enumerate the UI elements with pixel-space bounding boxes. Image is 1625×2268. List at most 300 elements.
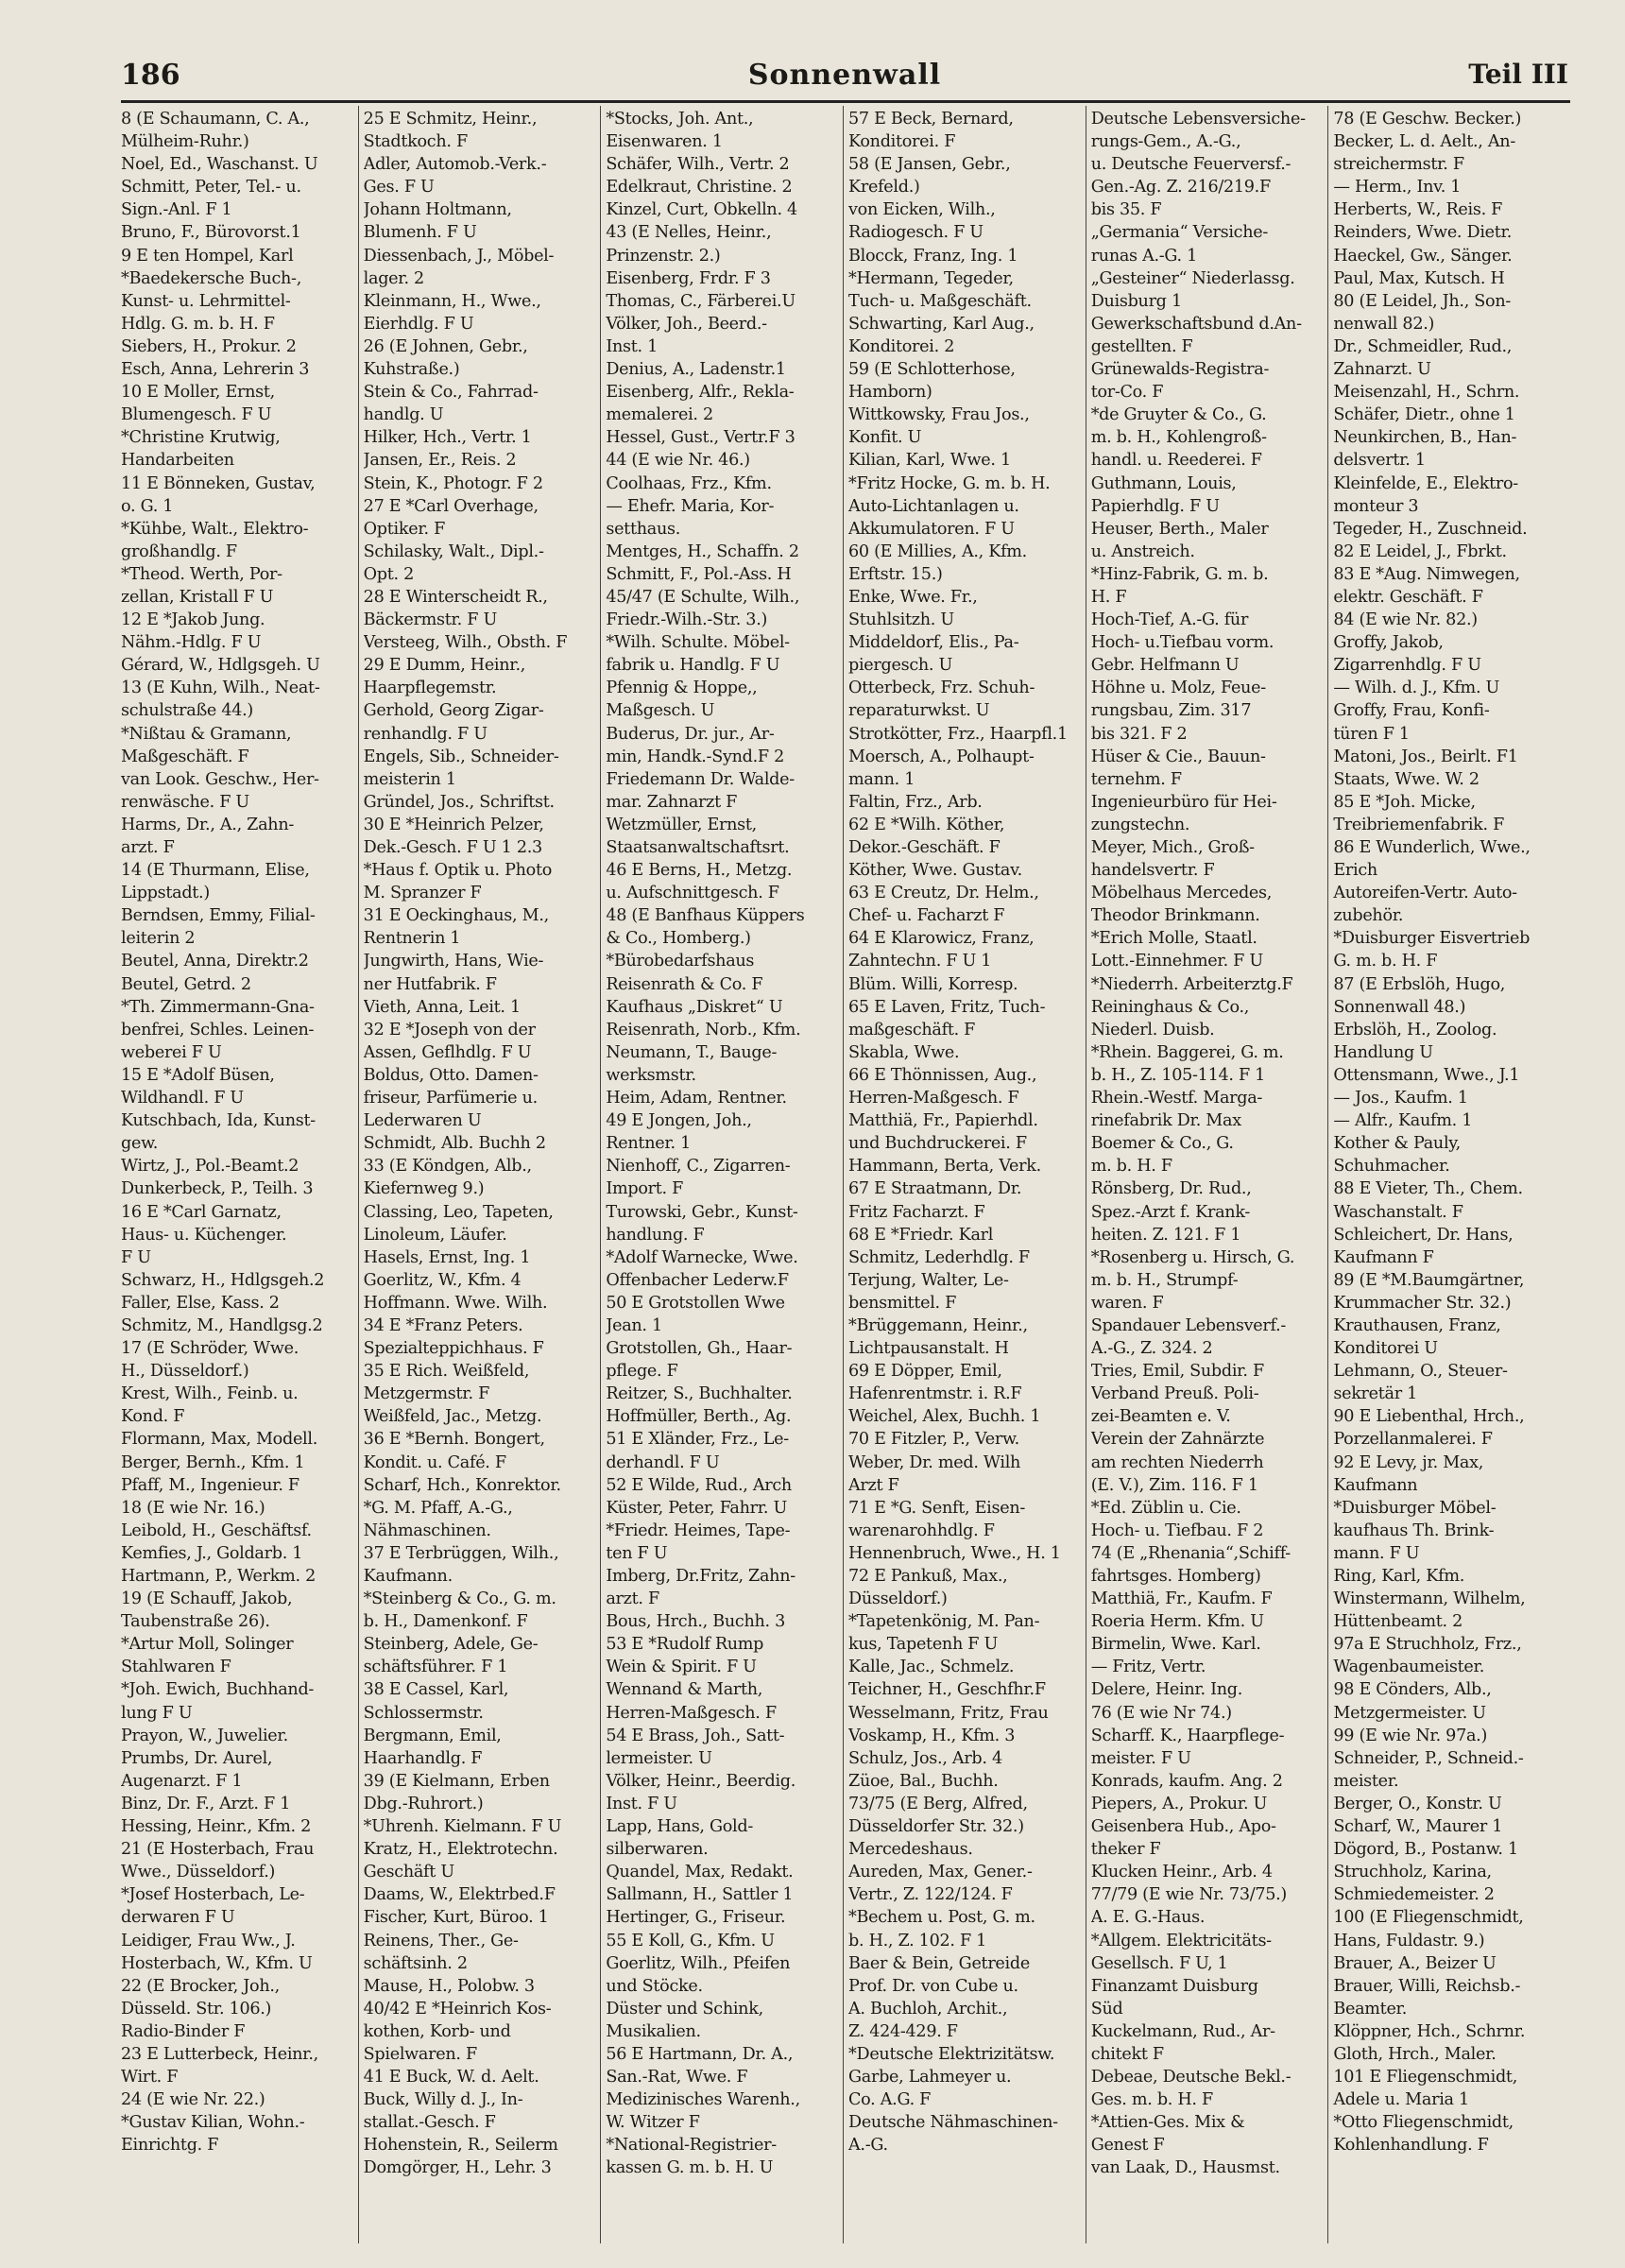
directory-line: monteur 3 xyxy=(1333,496,1419,516)
directory-line: u. Deutsche Feuerversf.- xyxy=(1090,155,1291,175)
directory-line: Lehmann, O., Steuer- xyxy=(1333,1362,1508,1382)
directory-line: — Fritz, Vertr. xyxy=(1090,1658,1206,1677)
directory-line: u. Aufschnittgesch. F xyxy=(606,884,779,903)
directory-line: Klöppner, Hch., Schrnr. xyxy=(1333,2021,1526,2041)
directory-line: Haarhandlg. F xyxy=(363,1748,483,1768)
directory-line: delsvertr. 1 xyxy=(1333,451,1426,471)
directory-line: Ottensmann, Wwe., J.1 xyxy=(1333,1065,1520,1085)
directory-line: Grünewalds-Registra- xyxy=(1090,360,1270,380)
part-label: Teil III xyxy=(1468,59,1568,90)
directory-line: 97a E Struchholz, Frz., xyxy=(1333,1635,1522,1655)
directory-columns xyxy=(121,106,1570,2243)
directory-line: Ges. m. b. H. F xyxy=(1090,2090,1213,2110)
directory-line: Züoe, Bal., Buchh. xyxy=(848,1771,999,1791)
directory-line: Konditorei. F xyxy=(848,132,956,152)
directory-line: Terjung, Walter, Le- xyxy=(848,1270,1009,1290)
directory-line: 24 (E wie Nr. 22.) xyxy=(121,2090,265,2110)
directory-line: Harms, Dr., A., Zahn- xyxy=(121,815,295,834)
directory-line: H. F xyxy=(1090,587,1127,607)
directory-line: Berndsen, Emmy, Filial- xyxy=(121,906,316,926)
directory-line: Kother & Pauly, xyxy=(1333,1134,1461,1154)
page-header xyxy=(121,59,1568,104)
directory-line: Roeria Herm. Kfm. U xyxy=(1090,1612,1264,1632)
directory-line: *Joh. Ewich, Buchhand- xyxy=(121,1680,315,1700)
directory-line: Dögord, B., Postanw. 1 xyxy=(1333,1840,1518,1860)
directory-line: Krefeld.) xyxy=(848,178,920,198)
directory-line: Garbe, Lahmeyer u. xyxy=(848,2068,1012,2088)
directory-line: Gebr. Helfmann U xyxy=(1090,656,1240,676)
directory-line: G. m. b. H. F xyxy=(1333,952,1438,971)
directory-line: Coolhaas, Frz., Kfm. xyxy=(606,473,772,493)
directory-line: 48 (E Banfhaus Küppers xyxy=(606,906,805,926)
directory-line: Erftstr. 15.) xyxy=(848,564,943,584)
directory-line: Enke, Wwe. Fr., xyxy=(848,587,978,607)
directory-line: Delere, Heinr. Ing. xyxy=(1090,1680,1243,1700)
directory-line: Nähmaschinen. xyxy=(363,1521,491,1540)
directory-line: Neumann, T., Bauge- xyxy=(606,1042,778,1062)
directory-line: Taubenstraße 26). xyxy=(121,1612,270,1632)
directory-line: Wirtz, J., Pol.-Beamt.2 xyxy=(121,1157,299,1177)
directory-line: — Wilh. d. J., Kfm. U xyxy=(1333,679,1500,698)
directory-line: Herren-Maßgesch. F xyxy=(606,1703,777,1723)
directory-line: Gerhold, Georg Zigar- xyxy=(363,701,544,721)
directory-line: Rhein.-Westf. Marga- xyxy=(1090,1089,1263,1108)
directory-line: 17 (E Schröder, Wwe. xyxy=(121,1339,299,1359)
directory-line: 25 E Schmitz, Heinr., xyxy=(363,110,538,129)
directory-line: ten F U xyxy=(606,1543,668,1563)
directory-line: Akkumulatoren. F U xyxy=(848,519,1015,539)
directory-line: Diessenbach, J., Möbel- xyxy=(363,246,555,266)
directory-line: Wein & Spirit. F U xyxy=(606,1658,757,1677)
directory-line: 74 (E „Rhenania“,Schiff- xyxy=(1090,1543,1291,1563)
directory-line: Reinders, Wwe. Dietr. xyxy=(1333,223,1512,243)
directory-line: *Uhrenh. Kielmann. F U xyxy=(363,1817,562,1837)
directory-line: Skabla, Wwe. xyxy=(848,1042,960,1062)
directory-line: zellan, Kristall F U xyxy=(121,587,274,607)
directory-line: *Fritz Hocke, G. m. b. H. xyxy=(848,473,1051,493)
directory-line: *Steinberg & Co., G. m. xyxy=(363,1589,556,1609)
directory-line: *Bürobedarfshaus xyxy=(606,952,755,971)
directory-line: ternehm. F xyxy=(1090,769,1182,789)
directory-line: Schäfer, Wilh., Vertr. 2 xyxy=(606,155,790,175)
directory-line: piergesch. U xyxy=(848,656,953,676)
directory-line: Ingenieurbüro für Hei- xyxy=(1090,792,1277,812)
directory-line: 9 E ten Hompel, Karl xyxy=(121,246,294,266)
directory-line: Mentges, H., Schaffn. 2 xyxy=(606,541,799,561)
directory-line: Scharf, Hch., Konrektor. xyxy=(363,1475,561,1495)
directory-line: Debeae, Deutsche Bekl.- xyxy=(1090,2068,1291,2088)
directory-line: Blüm. Willi, Korresp. xyxy=(848,974,1018,994)
directory-line: Blumenh. F U xyxy=(363,223,477,243)
directory-line: 8 (E Schaumann, C. A., xyxy=(121,110,310,129)
directory-line: Piepers, A., Prokur. U xyxy=(1090,1794,1268,1813)
directory-line: Spezialteppichhaus. F xyxy=(363,1339,544,1359)
directory-line: 39 (E Kielmann, Erben xyxy=(363,1771,550,1791)
directory-line: 98 E Cönders, Alb., xyxy=(1333,1680,1492,1700)
directory-line: zubehör. xyxy=(1333,906,1404,926)
directory-line: Assen, Geflhdlg. F U xyxy=(363,1042,532,1062)
directory-line: 73/75 (E Berg, Alfred, xyxy=(848,1794,1028,1813)
directory-line: Moersch, A., Polhaupt- xyxy=(848,747,1035,766)
directory-line: o. G. 1 xyxy=(121,496,174,516)
directory-line: tor-Co. F xyxy=(1090,383,1164,403)
directory-line: heiten. Z. 121. F 1 xyxy=(1090,1225,1241,1245)
directory-line: Niederl. Duisb. xyxy=(1090,1020,1215,1040)
directory-line: Gloth, Hrch., Maler. xyxy=(1333,2044,1497,2064)
directory-line: schäftsführer. F 1 xyxy=(363,1658,508,1677)
directory-line: 32 E *Joseph von der xyxy=(363,1020,536,1040)
directory-line: 19 (E Schauff, Jakob, xyxy=(121,1589,293,1609)
directory-line: handlg. U xyxy=(363,405,444,425)
directory-line: A.-G., Z. 324. 2 xyxy=(1090,1339,1213,1359)
directory-line: 51 E Xländer, Frz., Le- xyxy=(606,1430,789,1450)
directory-line: Blocck, Franz, Ing. 1 xyxy=(848,246,1018,266)
directory-line: *Otto Fliegenschmidt, xyxy=(1333,2113,1514,2133)
directory-line: Guthmann, Louis, xyxy=(1090,473,1237,493)
directory-line: Schilasky, Walt., Dipl.- xyxy=(363,541,544,561)
directory-line: Dekor.-Geschäft. F xyxy=(848,838,1001,857)
directory-line: *Adolf Warnecke, Wwe. xyxy=(606,1247,798,1267)
directory-line: Dunkerbeck, P., Teilh. 3 xyxy=(121,1179,314,1199)
directory-column-6 xyxy=(1327,106,1570,2243)
directory-line: Stein & Co., Fahrrad- xyxy=(363,383,539,403)
directory-line: 58 (E Jansen, Gebr., xyxy=(848,155,1011,175)
directory-line: Pfennig & Hoppe,, xyxy=(606,679,758,698)
directory-line: mar. Zahnarzt F xyxy=(606,792,738,812)
directory-line: Lederwaren U xyxy=(363,1111,482,1131)
directory-line: setthaus. xyxy=(606,519,680,539)
directory-line: 59 (E Schlotterhose, xyxy=(848,360,1016,380)
directory-line: Eierhdlg. F U xyxy=(363,314,474,334)
directory-line: 15 E *Adolf Büsen, xyxy=(121,1065,275,1085)
header-rule xyxy=(121,100,1570,103)
directory-line: *Nißtau & Gramann, xyxy=(121,724,292,744)
directory-line: Krauthausen, Franz, xyxy=(1333,1315,1501,1335)
directory-line: 31 E Oeckinghaus, M., xyxy=(363,906,549,926)
directory-line: Metzgermeister. U xyxy=(1333,1703,1486,1723)
directory-line: Hilker, Hch., Vertr. 1 xyxy=(363,428,532,448)
directory-line: Sign.-Anl. F 1 xyxy=(121,200,232,220)
directory-line: *Baedekersche Buch-, xyxy=(121,268,301,288)
directory-line: Haus- u. Küchenger. xyxy=(121,1225,287,1245)
directory-line: 66 E Thönnissen, Aug., xyxy=(848,1065,1037,1085)
directory-line: Schmitz, M., Handlgsg.2 xyxy=(121,1315,323,1335)
directory-line: waren. F xyxy=(1090,1293,1164,1313)
directory-line: Prumbs, Dr. Aurel, xyxy=(121,1748,273,1768)
directory-line: *Friedr. Heimes, Tape- xyxy=(606,1521,791,1540)
directory-line: 67 E Straatmann, Dr. xyxy=(848,1179,1022,1199)
directory-line: leiterin 2 xyxy=(121,929,196,949)
directory-line: 65 E Laven, Fritz, Tuch- xyxy=(848,997,1046,1017)
directory-line: Wildhandl. F U xyxy=(121,1089,244,1108)
directory-line: Schwarz, H., Hdlgsgeh.2 xyxy=(121,1270,325,1290)
directory-line: arzt. F xyxy=(121,838,175,857)
directory-line: Finanzamt Duisburg xyxy=(1090,1976,1258,1996)
directory-line: kaufhaus Th. Brink- xyxy=(1333,1521,1495,1540)
directory-line: Brauer, A., Beizer U xyxy=(1333,1953,1497,1973)
directory-line: Hoffmann. Wwe. Wilh. xyxy=(363,1293,548,1313)
directory-line: chitekt F xyxy=(1090,2044,1164,2064)
directory-line: lager. 2 xyxy=(363,268,424,288)
directory-line: Sonnenwall 48.) xyxy=(1333,997,1466,1017)
directory-line: Berger, O., Konstr. U xyxy=(1333,1794,1502,1813)
directory-line: Auto-Lichtanlagen u. xyxy=(848,496,1019,516)
directory-line: schulstraße 44.) xyxy=(121,701,253,721)
directory-line: Deutsche Lebensversiche- xyxy=(1090,110,1306,129)
directory-line: Hdlg. G. m. b. H. F xyxy=(121,314,275,334)
directory-line: Nähm.-Hdlg. F U xyxy=(121,633,262,653)
directory-line: Kemfies, J., Goldarb. 1 xyxy=(121,1543,303,1563)
directory-line: Einrichtg. F xyxy=(121,2136,219,2156)
directory-line: Handarbeiten xyxy=(121,451,234,471)
directory-line: Binz, Dr. F., Arzt. F 1 xyxy=(121,1794,291,1813)
directory-line: Vieth, Anna, Leit. 1 xyxy=(363,997,521,1017)
directory-line: *Deutsche Elektrizitätsw. xyxy=(848,2044,1055,2064)
directory-line: Neunkirchen, B., Han- xyxy=(1333,428,1517,448)
directory-line: Co. A.G. F xyxy=(848,2090,932,2110)
directory-line: Scharff. K., Haarpflege- xyxy=(1090,1726,1285,1745)
directory-line: Hüser & Cie., Bauun- xyxy=(1090,747,1266,766)
directory-line: Konditorei. 2 xyxy=(848,336,955,356)
directory-line: 46 E Berns, H., Metzg. xyxy=(606,861,793,881)
directory-column-5 xyxy=(1086,106,1328,2243)
directory-line: Import. F xyxy=(606,1179,684,1199)
directory-line: Stuhlsitzh. U xyxy=(848,610,954,630)
directory-line: ner Hutfabrik. F xyxy=(363,974,497,994)
directory-line: Gen.-Ag. Z. 216/219.F xyxy=(1090,178,1271,198)
directory-line: Schuhmacher. xyxy=(1333,1157,1450,1177)
directory-line: *de Gruyter & Co., G. xyxy=(1090,405,1267,425)
directory-line: Gérard, W., Hdlgsgeh. U xyxy=(121,656,320,676)
directory-line: *Rosenberg u. Hirsch, G. xyxy=(1090,1247,1295,1267)
directory-line: *G. M. Pfaff, A.-G., xyxy=(363,1498,513,1518)
directory-line: Lott.-Einnehmer. F U xyxy=(1090,952,1263,971)
directory-line: Denius, A., Ladenstr.1 xyxy=(606,360,786,380)
directory-column-1 xyxy=(121,106,358,2243)
directory-line: gestellten. F xyxy=(1090,336,1193,356)
directory-line: 50 E Grotstollen Wwe xyxy=(606,1293,785,1313)
directory-line: Bergmann, Emil, xyxy=(363,1726,502,1745)
directory-line: Imberg, Dr.Fritz, Zahn- xyxy=(606,1567,795,1586)
directory-line: *Stocks, Joh. Ant., xyxy=(606,110,754,129)
directory-line: 28 E Winterscheidt R., xyxy=(363,587,548,607)
directory-line: arzt. F xyxy=(606,1589,659,1609)
directory-line: Faltin, Frz., Arb. xyxy=(848,792,983,812)
directory-line: *Ed. Züblin u. Cie. xyxy=(1090,1498,1241,1518)
directory-line: Augenarzt. F 1 xyxy=(121,1771,243,1791)
directory-line: Theodor Brinkmann. xyxy=(1090,906,1260,926)
directory-line: Steinberg, Adele, Ge- xyxy=(363,1635,539,1655)
directory-line: 26 (E Johnen, Gebr., xyxy=(363,336,528,356)
directory-line: *Niederrh. Arbeiterztg.F xyxy=(1090,974,1293,994)
directory-line: Autoreifen-Vertr. Auto- xyxy=(1333,884,1517,903)
directory-line: Köther, Wwe. Gustav. xyxy=(848,861,1022,881)
directory-line: Baer & Bein, Getreide xyxy=(848,1953,1030,1973)
directory-line: *Haus f. Optik u. Photo xyxy=(363,861,553,881)
directory-line: Adele u. Maria 1 xyxy=(1333,2090,1469,2110)
directory-line: lung F U xyxy=(121,1703,193,1723)
directory-line: Hertinger, G., Friseur. xyxy=(606,1908,786,1928)
directory-line: *Attien-Ges. Mix & xyxy=(1090,2113,1245,2133)
directory-line: 40/42 E *Heinrich Kos- xyxy=(363,1999,552,2019)
directory-line: Weber, Dr. med. Wilh xyxy=(848,1452,1021,1472)
directory-line: Fritz Facharzt. F xyxy=(848,1202,985,1222)
directory-line: Johann Holtmann, xyxy=(363,200,512,220)
directory-line: elektr. Geschäft. F xyxy=(1333,587,1483,607)
directory-line: Lichtpausanstalt. H xyxy=(848,1339,1009,1359)
directory-line: Leibold, H., Geschäftsf. xyxy=(121,1521,312,1540)
directory-line: bis 35. F xyxy=(1090,200,1162,220)
directory-line: Konrads, kaufm. Ang. 2 xyxy=(1090,1771,1283,1791)
directory-line: Hafenrentmstr. i. R.F xyxy=(848,1384,1022,1404)
directory-line: 16 E *Carl Garnatz, xyxy=(121,1202,282,1222)
directory-line: Tuch- u. Maßgeschäft. xyxy=(848,291,1032,311)
directory-line: schäftsinh. 2 xyxy=(363,1953,468,1973)
directory-line: Verein der Zahnärzte xyxy=(1090,1430,1265,1450)
directory-line: Verband Preuß. Poli- xyxy=(1090,1384,1259,1404)
directory-line: 12 E *Jakob Jung. xyxy=(121,610,265,630)
directory-line: Reininghaus & Co., xyxy=(1090,997,1250,1017)
directory-line: Domgörger, H., Lehr. 3 xyxy=(363,2158,552,2178)
directory-line: Radiogesch. F U xyxy=(848,223,984,243)
directory-line: Leidiger, Frau Ww., J. xyxy=(121,1931,296,1950)
directory-line: Kalle, Jac., Schmelz. xyxy=(848,1658,1015,1677)
directory-line: *Kühbe, Walt., Elektro- xyxy=(121,519,309,539)
directory-line: Wirt. F xyxy=(121,2068,179,2088)
directory-line: zungstechn. xyxy=(1090,815,1190,834)
directory-line: Zahntechn. F U 1 xyxy=(848,952,992,971)
directory-line: 14 (E Thurmann, Elise, xyxy=(121,861,310,881)
directory-line: Hohenstein, R., Seilerm xyxy=(363,2136,558,2156)
directory-line: Mercedeshaus. xyxy=(848,1840,973,1860)
directory-line: *Erich Molle, Staatl. xyxy=(1090,929,1257,949)
directory-line: m. b. H. F xyxy=(1090,1157,1172,1177)
directory-line: Krest, Wilh., Feinb. u. xyxy=(121,1384,299,1404)
directory-line: Kaufmann F xyxy=(1333,1247,1434,1267)
directory-line: Duisburg 1 xyxy=(1090,291,1182,311)
directory-line: *Wilh. Schulte. Möbel- xyxy=(606,633,790,653)
directory-line: Adler, Automob.-Verk.- xyxy=(363,155,547,175)
directory-line: Musikalien. xyxy=(606,2021,701,2041)
directory-line: 90 E Liebenthal, Hrch., xyxy=(1333,1407,1525,1427)
directory-line: bis 321. F 2 xyxy=(1090,724,1188,744)
directory-line: Groffy, Jakob, xyxy=(1333,633,1444,653)
directory-line: Zahnarzt. U xyxy=(1333,360,1431,380)
directory-line: Weichel, Alex, Buchh. 1 xyxy=(848,1407,1041,1427)
directory-line: kus, Tapetenh F U xyxy=(848,1635,999,1655)
directory-line: Kaufhaus „Diskret“ U xyxy=(606,997,783,1017)
directory-line: Schmitt, Peter, Tel.- u. xyxy=(121,178,301,198)
directory-line: Quandel, Max, Redakt. xyxy=(606,1863,794,1882)
directory-line: *Hinz-Fabrik, G. m. b. xyxy=(1090,564,1269,584)
directory-line: Hüttenbeamt. 2 xyxy=(1333,1612,1463,1632)
directory-line: 87 (E Erbslöh, Hugo, xyxy=(1333,974,1506,994)
directory-line: Eisenwaren. 1 xyxy=(606,132,723,152)
directory-line: Papierhdlg. F U xyxy=(1090,496,1220,516)
directory-line: Radio-Binder F xyxy=(121,2021,246,2041)
directory-line: Kuckelmann, Rud., Ar- xyxy=(1090,2021,1275,2041)
directory-line: Zigarrenhdlg. F U xyxy=(1333,656,1481,676)
directory-line: „Germania“ Versiche- xyxy=(1090,223,1268,243)
directory-line: handlung. F xyxy=(606,1225,705,1245)
directory-line: 53 E *Rudolf Rump xyxy=(606,1635,764,1655)
directory-line: fabrik u. Handlg. F U xyxy=(606,656,780,676)
directory-line: 38 E Cassel, Karl, xyxy=(363,1680,509,1700)
directory-line: Schneider, P., Schneid.- xyxy=(1333,1748,1524,1768)
directory-line: derhandl. F U xyxy=(606,1452,720,1472)
directory-line: Handlung U xyxy=(1333,1042,1433,1062)
directory-line: — Alfr., Kaufm. 1 xyxy=(1333,1111,1473,1131)
directory-line: Goerlitz, W., Kfm. 4 xyxy=(363,1270,522,1290)
directory-line: warenarohhdlg. F xyxy=(848,1521,995,1540)
directory-line: Genest F xyxy=(1090,2136,1165,2156)
directory-line: 84 (E wie Nr. 82.) xyxy=(1333,610,1478,630)
directory-line: Höhne u. Molz, Feue- xyxy=(1090,679,1266,698)
directory-line: *Josef Hosterbach, Le- xyxy=(121,1885,305,1905)
directory-line: Schleichert, Dr. Hans, xyxy=(1333,1225,1514,1245)
directory-line: Thomas, C., Färberei.U xyxy=(606,291,795,311)
directory-line: Düster und Schink, xyxy=(606,1999,763,2019)
directory-line: m. b. H., Strumpf- xyxy=(1090,1270,1239,1290)
directory-line: Offenbacher Lederw.F xyxy=(606,1270,789,1290)
directory-line: 22 (E Brocker, Joh., xyxy=(121,1976,280,1996)
directory-line: *Theod. Werth, Por- xyxy=(121,564,282,584)
directory-line: Pfaff, M., Ingenieur. F xyxy=(121,1475,299,1495)
directory-line: Erbslöh, H., Zoolog. xyxy=(1333,1020,1497,1040)
directory-line: Optiker. F xyxy=(363,519,445,539)
directory-line: handl. u. Reederei. F xyxy=(1090,451,1262,471)
directory-line: Wetzmüller, Ernst, xyxy=(606,815,757,834)
directory-line: 88 E Vieter, Th., Chem. xyxy=(1333,1179,1523,1199)
page-number: 186 xyxy=(121,59,180,92)
directory-line: Treibriemenfabrik. F xyxy=(1333,815,1505,834)
directory-line: Kuhstraße.) xyxy=(363,360,460,380)
directory-line: renhandlg. F U xyxy=(363,724,488,744)
directory-line: Dbg.-Ruhrort.) xyxy=(363,1794,484,1813)
directory-line: 60 (E Millies, A., Kfm. xyxy=(848,541,1027,561)
directory-line: 78 (E Geschw. Becker.) xyxy=(1333,110,1522,129)
directory-line: Stein, K., Photogr. F 2 xyxy=(363,473,543,493)
directory-line: 80 (E Leidel, Jh., Son- xyxy=(1333,291,1512,311)
directory-line: Hoffmüller, Berth., Ag. xyxy=(606,1407,792,1427)
directory-line: 77/79 (E wie Nr. 73/75.) xyxy=(1090,1885,1287,1905)
directory-line: Heuser, Berth., Maler xyxy=(1090,519,1269,539)
directory-line: rungsbau, Zim. 317 xyxy=(1090,701,1252,721)
directory-line: 33 (E Köndgen, Alb., xyxy=(363,1157,532,1177)
directory-line: memalerei. 2 xyxy=(606,405,713,425)
directory-line: Konfit. U xyxy=(848,428,922,448)
directory-line: Teichner, H., Geschfhr.F xyxy=(848,1680,1046,1700)
directory-line: pflege. F xyxy=(606,1362,678,1382)
directory-line: Wwe., Düsseldorf.) xyxy=(121,1863,276,1882)
directory-line: Heim, Adam, Rentner. xyxy=(606,1089,787,1108)
directory-line: 54 E Brass, Joh., Satt- xyxy=(606,1726,785,1745)
directory-line: Berger, Bernh., Kfm. 1 xyxy=(121,1452,305,1472)
directory-line: Winstermann, Wilhelm, xyxy=(1333,1589,1526,1609)
directory-line: Opt. 2 xyxy=(363,564,415,584)
directory-line: Staatsanwaltschaftsrt. xyxy=(606,838,790,857)
directory-line: 44 (E wie Nr. 46.) xyxy=(606,451,750,471)
directory-line: 89 (E *M.Baumgärtner, xyxy=(1333,1270,1525,1290)
directory-line: A.-G. xyxy=(848,2136,888,2156)
directory-line: A. Buchloh, Archit., xyxy=(848,1999,1008,2019)
directory-line: Ges. F U xyxy=(363,178,435,198)
directory-line: Daams, W., Elektrbed.F xyxy=(363,1885,556,1905)
directory-line: Z. 424-429. F xyxy=(848,2021,958,2041)
directory-line: bensmittel. F xyxy=(848,1293,957,1313)
directory-line: Stahlwaren F xyxy=(121,1658,231,1677)
directory-line: Küster, Peter, Fahrr. U xyxy=(606,1498,788,1518)
